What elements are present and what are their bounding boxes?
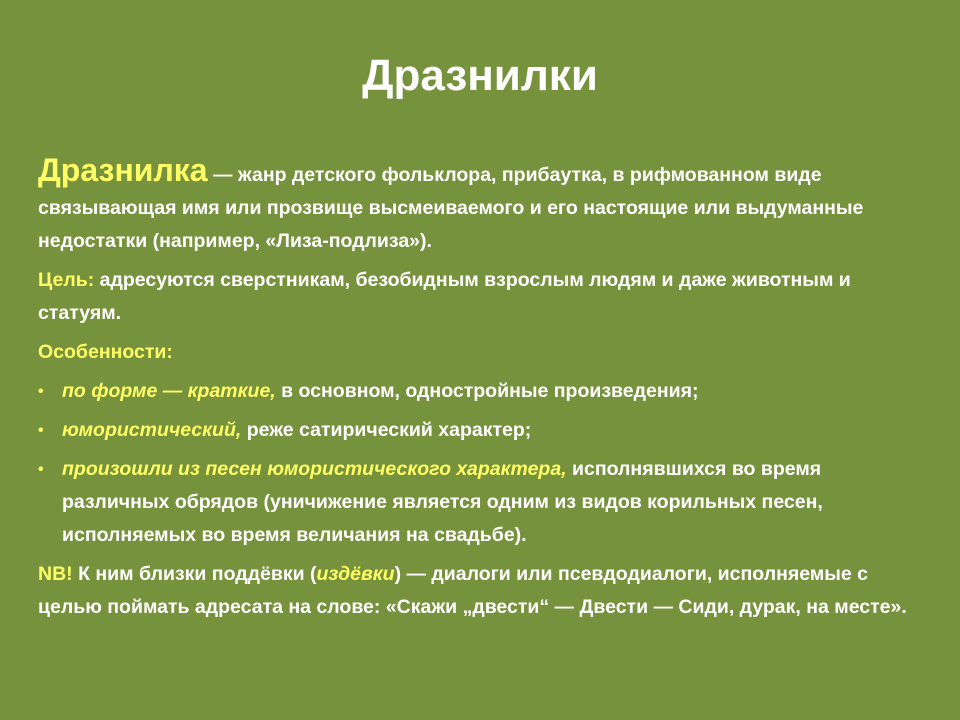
- bullet-highlight: произошли из песен юмористического характера,: [62, 458, 567, 480]
- slide-title: Дразнилки: [362, 51, 598, 100]
- bullet-dot-icon: •: [38, 383, 44, 400]
- goal-label: Цель:: [38, 269, 95, 291]
- features-label-text: Особенности:: [38, 341, 173, 363]
- nb-italic: издёвки: [316, 563, 395, 585]
- bullet-dot-icon: •: [38, 461, 44, 478]
- slide-content: [38, 150, 928, 630]
- definition-paragraph: [38, 150, 928, 258]
- bullet-text: в основном, одностройные произведения;: [275, 380, 699, 402]
- nb-paragraph: [38, 558, 928, 624]
- nb-text-after: ) — диалоги или псевдодиалоги, исполняемые с целью поймать адресата на слове: «Скажи „двести“ — Двести — Сиди, дурак, на месте».: [38, 563, 907, 618]
- bullet-highlight: по форме — краткие,: [62, 380, 276, 402]
- bullet-text: исполнявшихся во время различных обрядов (уничижение является одним из видов корильных песен, исполняемых во время величания на свадьбе).: [62, 458, 823, 546]
- features-label: [38, 336, 928, 369]
- goal-text: адресуются сверстникам, безобидным взрослым людям и даже животным и статуям.: [38, 269, 851, 324]
- bullet-highlight: юмористический,: [62, 419, 242, 441]
- nb-label: NB!: [38, 563, 73, 585]
- definition-term: Дразнилка: [38, 152, 208, 188]
- bullet-text: реже сатирический характер;: [241, 419, 532, 441]
- feature-bullet: [38, 453, 928, 552]
- nb-text-before: К ним близки поддёвки (: [72, 563, 317, 585]
- bullet-dot-icon: •: [38, 422, 44, 439]
- feature-bullet: [38, 414, 928, 447]
- definition-text: — жанр детского фольклора, прибаутка, в рифмованном виде связывающая имя или прозвище высмеиваемого и его настоящие или выдуманные недостатки (например, «Лиза-подлиза»).: [38, 164, 864, 252]
- goal-paragraph: [38, 264, 928, 330]
- feature-bullet: [38, 375, 928, 408]
